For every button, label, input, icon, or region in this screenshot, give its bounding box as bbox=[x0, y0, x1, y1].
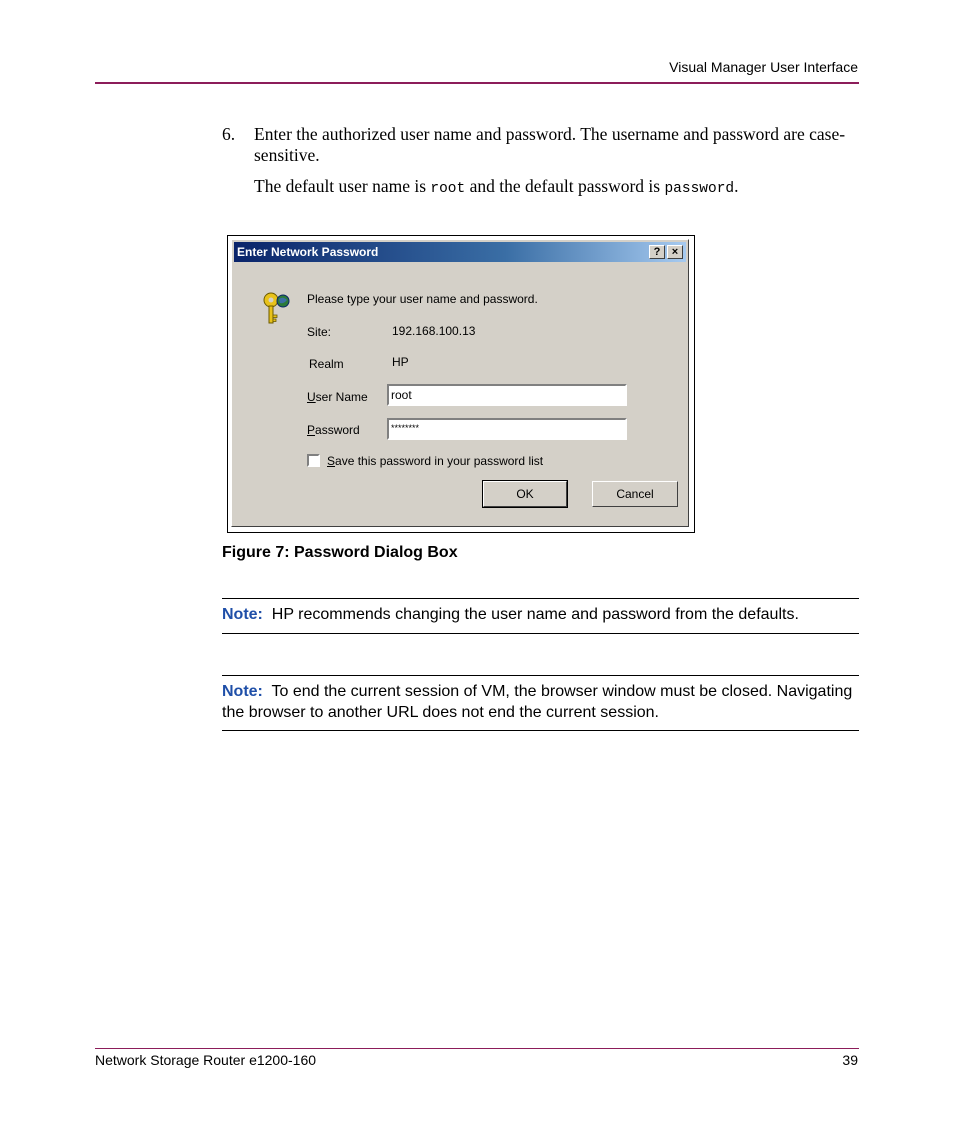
user-name-label bbox=[307, 390, 368, 404]
save-password-label-rest: ave this password in your password list bbox=[335, 454, 544, 468]
default-suffix: . bbox=[734, 176, 739, 196]
step-number: 6. bbox=[222, 124, 236, 144]
save-password-checkbox[interactable] bbox=[307, 454, 320, 467]
dialog-prompt: Please type your user name and password. bbox=[307, 292, 538, 306]
realm-value: HP bbox=[392, 355, 409, 369]
user-name-mnemonic: U bbox=[307, 390, 316, 404]
default-credentials-paragraph bbox=[254, 176, 738, 197]
note-1-top-rule bbox=[222, 598, 859, 599]
password-dialog-figure bbox=[227, 235, 695, 533]
note-2-top-rule bbox=[222, 675, 859, 676]
note-1-label: Note: bbox=[222, 606, 263, 623]
running-header: Visual Manager User Interface bbox=[669, 59, 858, 75]
footer-product: Network Storage Router e1200-160 bbox=[95, 1052, 317, 1068]
password-mnemonic: P bbox=[307, 423, 316, 437]
page-number: 39 bbox=[842, 1052, 858, 1068]
save-password-label bbox=[327, 454, 543, 468]
help-button[interactable]: ? bbox=[649, 245, 665, 259]
close-button[interactable]: × bbox=[667, 245, 683, 259]
dialog-titlebar bbox=[234, 242, 686, 262]
keys-icon bbox=[260, 290, 296, 326]
footer-rule bbox=[95, 1048, 859, 1049]
figure-caption: Figure 7: Password Dialog Box bbox=[222, 544, 458, 561]
header-rule bbox=[95, 82, 859, 84]
ok-button[interactable]: OK bbox=[483, 481, 567, 507]
default-prefix: The default user name is bbox=[254, 176, 431, 196]
note-1-text: HP recommends changing the user name and password from the defaults. bbox=[271, 606, 799, 623]
user-name-input[interactable]: root bbox=[387, 384, 627, 406]
save-password-mnemonic: S bbox=[327, 454, 336, 468]
cancel-button[interactable]: Cancel bbox=[592, 481, 678, 507]
site-label: Site: bbox=[307, 325, 332, 339]
password-label-rest: assword bbox=[315, 423, 360, 437]
note-2 bbox=[222, 681, 859, 723]
user-name-label-rest: ser Name bbox=[315, 390, 368, 404]
note-2-label: Note: bbox=[222, 683, 263, 700]
default-middle: and the default password is bbox=[465, 176, 665, 196]
default-user: root bbox=[430, 181, 466, 197]
note-1-bottom-rule bbox=[222, 633, 859, 634]
default-password: password bbox=[664, 181, 735, 197]
note-1 bbox=[222, 604, 859, 625]
dialog-title: Enter Network Password bbox=[237, 245, 379, 259]
note-2-text: To end the current session of VM, the browser window must be closed. Navigating the browser to another URL does not end the current session. bbox=[222, 683, 853, 721]
realm-label: Realm bbox=[309, 357, 344, 371]
password-dialog bbox=[231, 239, 689, 527]
step-text: Enter the authorized user name and password. The username and password are case-sensitive. bbox=[254, 124, 846, 165]
site-value: 192.168.100.13 bbox=[392, 324, 476, 338]
note-2-bottom-rule bbox=[222, 730, 859, 731]
password-input[interactable]: ******** bbox=[387, 418, 627, 440]
password-label bbox=[307, 423, 360, 437]
